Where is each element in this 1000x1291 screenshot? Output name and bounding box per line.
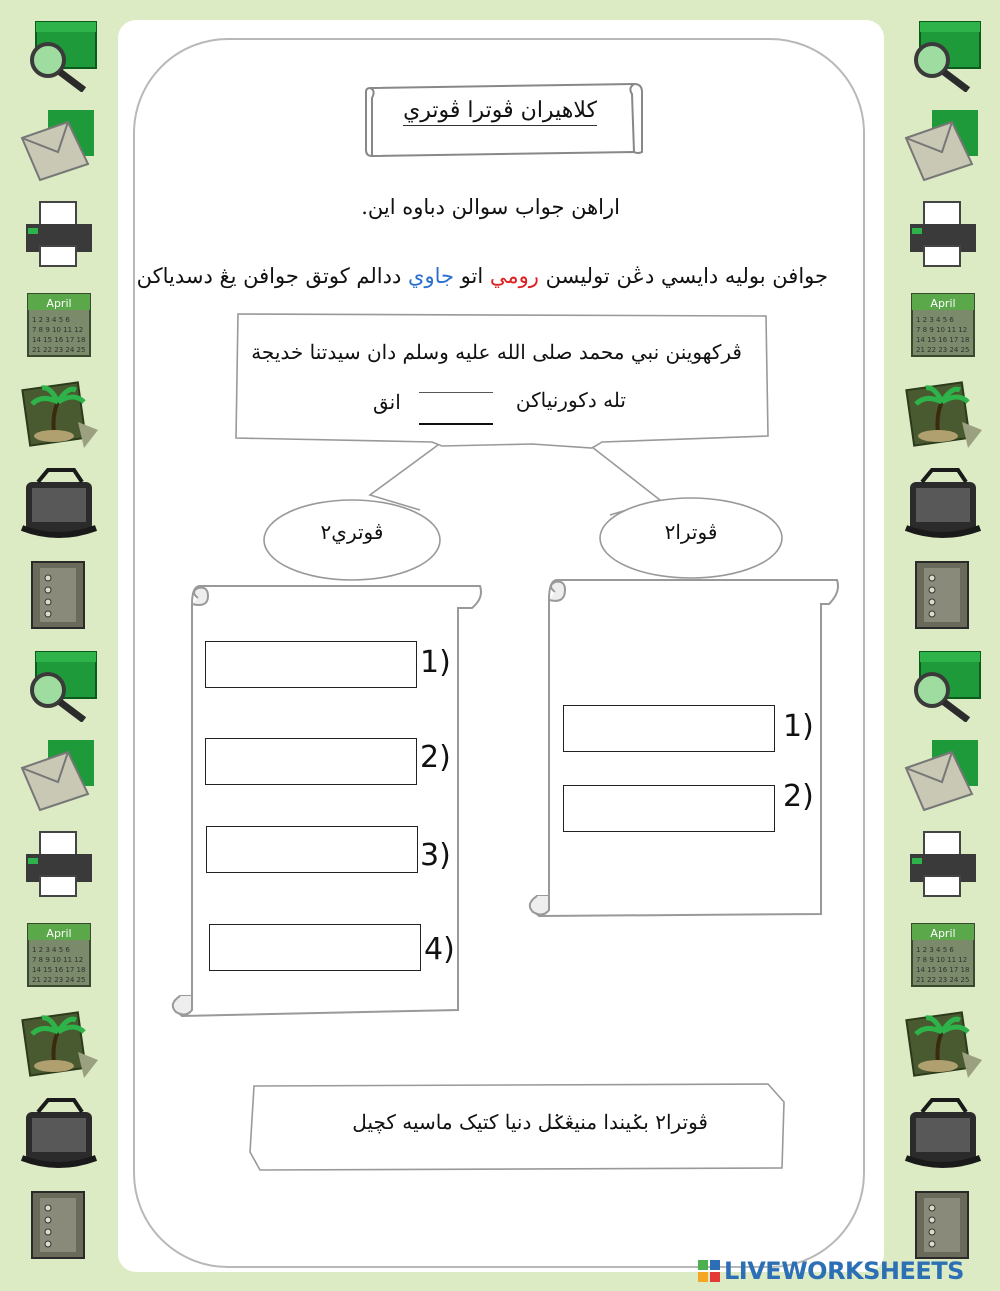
binder-icon (18, 1188, 100, 1262)
daughter-number-4: 4) (424, 932, 455, 967)
page-title: كلاهيران ڤوترا ڤوتري (375, 98, 625, 123)
binder-icon (902, 1188, 984, 1262)
svg-text:14 15 16 17 18: 14 15 16 17 18 (916, 966, 970, 974)
envelope-icon (902, 108, 984, 182)
daughter-number-3: 3) (420, 838, 451, 873)
printer-icon (18, 828, 100, 902)
daughter-answer-4[interactable] (209, 924, 421, 971)
children-count-input[interactable] (419, 392, 493, 425)
daughter-number-2: 2) (420, 740, 451, 775)
svg-text:21 22 23 24 25: 21 22 23 24 25 (916, 976, 970, 984)
binder-icon (18, 558, 100, 632)
question-line-2: تله دکورنياکن (515, 388, 626, 412)
daughter-number-1: 1) (420, 645, 451, 680)
svg-text:7 8 9 10 11 12: 7 8 9 10 11 12 (32, 956, 84, 964)
svg-text:7 8 9 10 11 12: 7 8 9 10 11 12 (32, 326, 84, 334)
instruction-text: اراهن جواب سوالن دباوه اين. (361, 195, 620, 219)
magnifier-icon (18, 648, 100, 722)
printer-icon (902, 828, 984, 902)
bottom-note: ڤوترا٢ بݢيندا منيڠݢل دنيا کتيک ماسيه کچيل (352, 1110, 708, 1134)
svg-text:1 2 3 4 5 6: 1 2 3 4 5 6 (916, 946, 954, 954)
palm-island-icon (902, 378, 984, 452)
son-number-1: 1) (783, 709, 814, 744)
calendar-icon (902, 288, 984, 362)
magnifier-icon (902, 18, 984, 92)
daughters-label: ڤوتري٢ (320, 520, 384, 544)
daughter-answer-2[interactable] (205, 738, 417, 785)
svg-text:1 2 3 4 5 6: 1 2 3 4 5 6 (32, 316, 70, 324)
magnifier-icon (902, 648, 984, 722)
jawi-word: جاوي (408, 264, 454, 288)
daughter-answer-1[interactable] (205, 641, 417, 688)
palm-island-icon (18, 1008, 100, 1082)
svg-text:April: April (930, 927, 956, 940)
magnifier-icon (18, 18, 100, 92)
svg-text:21 22 23 24 25: 21 22 23 24 25 (32, 346, 86, 354)
svg-text:14 15 16 17 18: 14 15 16 17 18 (32, 966, 86, 974)
liveworksheets-brand[interactable] (698, 1258, 964, 1284)
son-answer-2[interactable] (563, 785, 775, 832)
palm-island-icon (18, 378, 100, 452)
svg-text:1 2 3 4 5 6: 1 2 3 4 5 6 (32, 946, 70, 954)
envelope-icon (18, 108, 100, 182)
daughter-answer-3[interactable] (206, 826, 418, 873)
laptop-bag-icon (902, 1098, 984, 1172)
brand-name: LIVEWORKSHEETS (724, 1257, 964, 1285)
svg-text:April: April (46, 297, 72, 310)
calendar-icon (18, 918, 100, 992)
printer-icon (902, 198, 984, 272)
svg-text:7 8 9 10 11 12: 7 8 9 10 11 12 (916, 956, 968, 964)
sons-label: ڤوترا٢ (664, 520, 718, 544)
binder-icon (902, 558, 984, 632)
laptop-bag-icon (902, 468, 984, 542)
svg-text:14 15 16 17 18: 14 15 16 17 18 (32, 336, 86, 344)
svg-text:14 15 16 17 18: 14 15 16 17 18 (916, 336, 970, 344)
svg-text:April: April (46, 927, 72, 940)
rumi-word: رومي (489, 264, 539, 288)
laptop-bag-icon (18, 1098, 100, 1172)
printer-icon (18, 198, 100, 272)
calendar-icon (18, 288, 100, 362)
son-number-2: 2) (783, 779, 814, 814)
svg-text:7 8 9 10 11 12: 7 8 9 10 11 12 (916, 326, 968, 334)
svg-text:April: April (930, 297, 956, 310)
instruction-answer-format: جوافن بوليه دايسي دڠن توليسن رومي اتو جاوي ددالم کوتق جوافن يڠ دسدياکن (136, 264, 828, 288)
svg-text:21 22 23 24 25: 21 22 23 24 25 (32, 976, 86, 984)
envelope-icon (902, 738, 984, 812)
liveworksheets-logo-icon (698, 1260, 720, 1282)
son-answer-1[interactable] (563, 705, 775, 752)
palm-island-icon (902, 1008, 984, 1082)
envelope-icon (18, 738, 100, 812)
question-box (232, 310, 770, 442)
svg-text:21 22 23 24 25: 21 22 23 24 25 (916, 346, 970, 354)
calendar-icon (902, 918, 984, 992)
question-line-2-end: انق (373, 390, 401, 414)
laptop-bag-icon (18, 468, 100, 542)
svg-text:1 2 3 4 5 6: 1 2 3 4 5 6 (916, 316, 954, 324)
question-line-1: ڤرکهوينن نبي محمد صلى الله عليه وسلم دان سيدتنا خديجة (251, 340, 742, 364)
